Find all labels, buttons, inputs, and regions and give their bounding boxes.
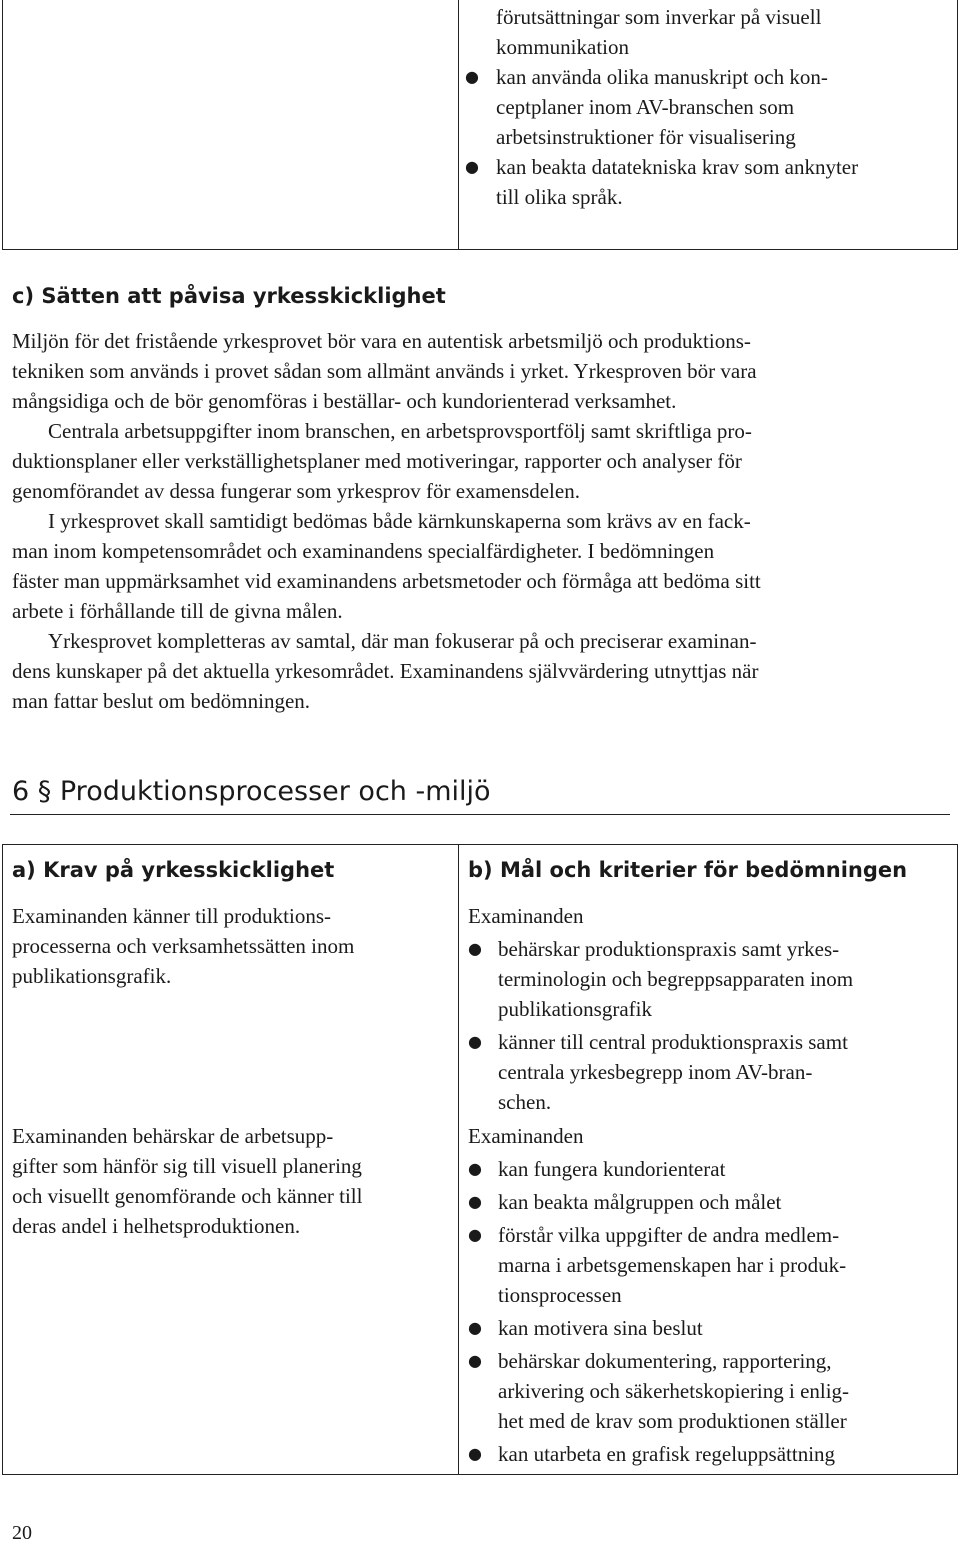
column-a-heading: a) Krav på yrkesskicklighet — [12, 858, 335, 882]
bullet-icon: ● — [465, 157, 479, 176]
list-item — [465, 62, 936, 152]
text-line: man fattar beslut om bedömningen. — [12, 689, 311, 713]
text-line: behärskar produktionspraxis samt yrkes- — [498, 937, 840, 961]
bullet-icon: ● — [468, 1351, 482, 1370]
row1-right-cell — [468, 901, 853, 1117]
text-line: kan utarbeta en grafisk regeluppsättning — [498, 1442, 836, 1466]
paragraph-4 — [12, 626, 942, 716]
text-line: mångsidiga och de bör genomföras i beställar- och kundorienterad verksamhet. — [12, 389, 677, 413]
text-line: het med de krav som produktionen ställer — [498, 1409, 847, 1433]
list-item — [468, 1027, 853, 1117]
row2-left-cell — [12, 1121, 362, 1241]
paragraph-1 — [12, 326, 942, 416]
text-line: schen. — [498, 1090, 552, 1114]
text-line: deras andel i helhetsproduktionen. — [12, 1214, 301, 1238]
text-line: tionsprocessen — [498, 1283, 622, 1307]
bullet-icon: ● — [468, 1192, 482, 1211]
section-c-heading: c) Sätten att påvisa yrkesskicklighet — [12, 284, 446, 308]
text-line: arkivering och säkerhetskopiering i enlig- — [498, 1379, 850, 1403]
bullet-icon: ● — [465, 67, 479, 86]
column-divider — [458, 0, 459, 249]
bullet-icon: ● — [468, 939, 482, 958]
text-line: centrala yrkesbegrepp inom AV-bran- — [498, 1060, 813, 1084]
text-line: arbete i förhållande till de givna målen. — [12, 599, 343, 623]
text-line: tekniken som används i provet sådan som allmänt används i yrket. Yrkesproven bör vara — [12, 359, 757, 383]
text-line: kan beakta datatekniska krav som anknyter — [496, 155, 859, 179]
row2-right-cell — [468, 1121, 849, 1469]
section-number: 6 — [12, 776, 30, 807]
bullet-icon: ● — [468, 1159, 482, 1178]
list-item — [468, 1313, 849, 1343]
text-line: dens kunskaper på det aktuella yrkesområdet. Examinandens självvärdering utnyttjas när — [12, 659, 759, 683]
text-line: fäster man uppmärksamhet vid examinandens arbetsmetoder och förmåga att bedöma sitt — [12, 569, 761, 593]
section-title: Produktionsprocesser och -miljö — [59, 776, 491, 807]
text-line: förstår vilka uppgifter de andra medlem- — [498, 1223, 840, 1247]
text-line: Examinanden känner till produktions- — [12, 904, 332, 928]
text-line: kan fungera kundorienterat — [498, 1157, 726, 1181]
heading-rule — [10, 814, 950, 815]
paragraph-3 — [12, 506, 942, 626]
list-item — [468, 934, 853, 1024]
paragraph-2 — [12, 416, 942, 506]
text-line: arbetsinstruktioner för visualisering — [496, 125, 796, 149]
text-line: ceptplaner inom AV-branschen som — [496, 95, 795, 119]
text-line: gifter som hänför sig till visuell planering — [12, 1154, 362, 1178]
page-number: 20 — [12, 1522, 32, 1544]
text-line: I yrkesprovet skall samtidigt bedömas både kärnkunskaperna som krävs av en fack- — [48, 509, 751, 533]
text-line: duktionsplaner eller verkställighetsplaner med motiveringar, rapporter och analyser för — [12, 449, 742, 473]
bullet-icon: ● — [468, 1318, 482, 1337]
text-line: kommunikation — [496, 35, 629, 59]
column-divider — [458, 845, 459, 1474]
text-line: man inom kompetensområdet och examinandens specialfärdigheter. I bedömningen — [12, 539, 715, 563]
bullet-icon: ● — [468, 1225, 482, 1244]
text-line: Yrkesprovet kompletteras av samtal, där man fokuserar på och preciserar examinan- — [48, 629, 757, 653]
list-item — [468, 1439, 849, 1469]
text-line: känner till central produktionspraxis samt — [498, 1030, 848, 1054]
list-item — [468, 1187, 849, 1217]
text-line: processerna och verksamhetssätten inom — [12, 934, 355, 958]
text-line: marna i arbetsgemenskapen har i produk- — [498, 1253, 847, 1277]
text-line: terminologin och begreppsapparaten inom — [498, 967, 854, 991]
row1-left-cell — [12, 901, 354, 991]
section-6-heading — [12, 776, 491, 807]
text-line: kan motivera sina beslut — [498, 1316, 703, 1340]
text-line: publikationsgrafik — [498, 997, 652, 1021]
text-line: till olika språk. — [496, 185, 623, 209]
top-right-cell — [465, 2, 936, 212]
column-b-heading: b) Mål och kriterier för bedömningen — [468, 858, 908, 882]
text-line: publikationsgrafik. — [12, 964, 172, 988]
text-line: Centrala arbetsuppgifter inom branschen, en arbetsprovsportfölj samt skriftliga pro- — [48, 419, 752, 443]
cell-intro: Examinanden — [468, 1124, 584, 1148]
text-line: och visuellt genomförande och känner till — [12, 1184, 363, 1208]
list-item — [465, 152, 936, 212]
list-item — [468, 1220, 849, 1310]
text-line: kan använda olika manuskript och kon- — [496, 65, 828, 89]
section-symbol: § — [37, 776, 52, 807]
cell-intro: Examinanden — [468, 904, 584, 928]
text-line: behärskar dokumentering, rapportering, — [498, 1349, 832, 1373]
list-item — [468, 1346, 849, 1436]
text-line: genomförandet av dessa fungerar som yrkesprov för examensdelen. — [12, 479, 580, 503]
bullet-icon: ● — [468, 1032, 482, 1051]
text-line: Examinanden behärskar de arbetsupp- — [12, 1124, 334, 1148]
text-line: kan beakta målgruppen och målet — [498, 1190, 782, 1214]
text-line: förutsättningar som inverkar på visuell — [496, 5, 822, 29]
text-line: Miljön för det fristående yrkesprovet bör vara en autentisk arbetsmiljö och produktions- — [12, 329, 751, 353]
list-item — [468, 1154, 849, 1184]
bullet-icon: ● — [468, 1444, 482, 1463]
